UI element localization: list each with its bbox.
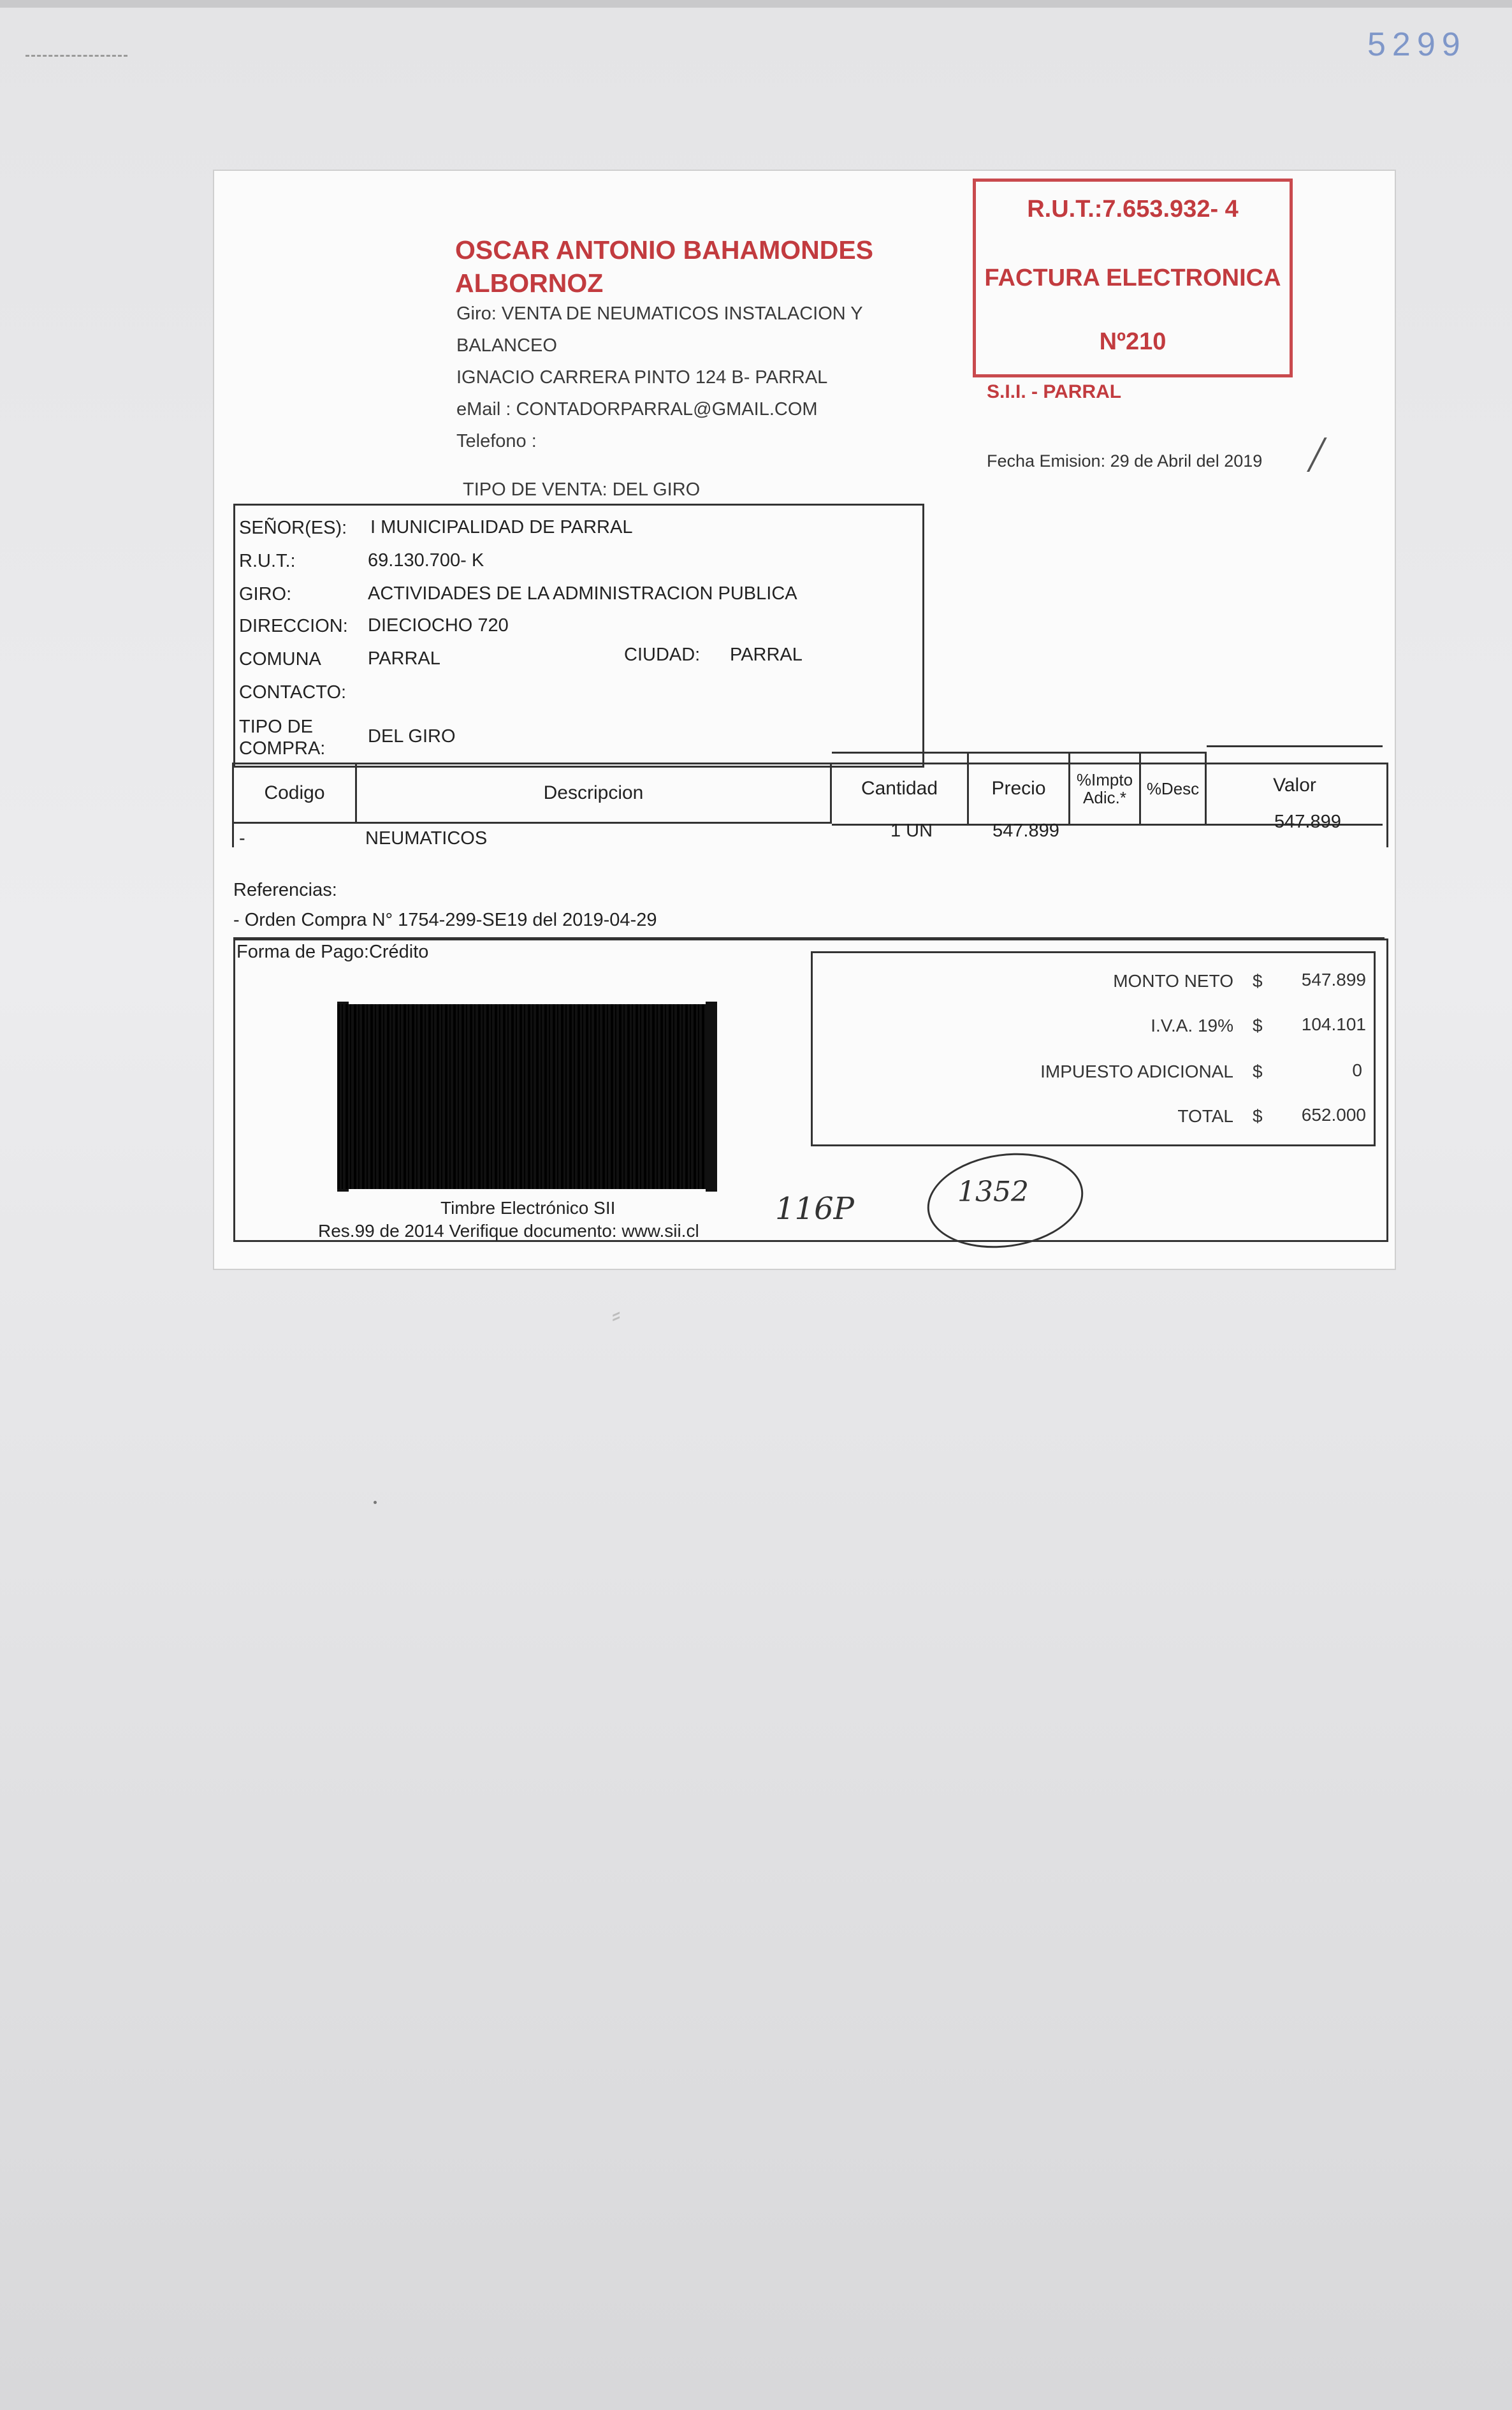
- total-label-iva: I.V.A. 19%: [1151, 1016, 1233, 1035]
- check-mark-icon: ╱: [1308, 438, 1326, 471]
- document-id-box: [973, 179, 1293, 377]
- label-tipo-compra-1: TIPO DE: [239, 717, 314, 737]
- client-direccion: DIECIOCHO 720: [368, 615, 509, 636]
- document-number: Nº210: [1099, 328, 1167, 355]
- client-box: [233, 504, 924, 768]
- col-precio: Precio: [969, 752, 1070, 826]
- total-currency-iva: $: [1253, 1016, 1263, 1035]
- issuer-phone: Telefono :: [456, 431, 537, 451]
- page-top-edge: [0, 0, 1512, 8]
- reference-line: - Orden Compra N° 1754-299-SE19 del 2019-04-29: [233, 904, 1385, 939]
- total-value-neto: 547.899: [1301, 970, 1366, 990]
- issuer-giro-line1: Giro: VENTA DE NEUMATICOS INSTALACION Y: [456, 303, 863, 324]
- total-value-total: 652.000: [1301, 1105, 1366, 1125]
- label-senores: SEÑOR(ES):: [239, 518, 347, 538]
- payment-method: Forma de Pago:Crédito: [236, 942, 429, 962]
- resolution-label: Res.99 de 2014 Verifique documento: www.sii.cl: [318, 1221, 699, 1241]
- item-descripcion: NEUMATICOS: [365, 828, 488, 849]
- col-cantidad: Cantidad: [832, 752, 969, 826]
- issuer-sale-type: TIPO DE VENTA: DEL GIRO: [463, 479, 701, 500]
- items-table: [232, 763, 1388, 847]
- col-descripcion: Descripcion: [357, 764, 832, 824]
- label-comuna: COMUNA: [239, 649, 321, 669]
- timbre-barcode: [337, 1004, 717, 1189]
- sii-office: S.I.I. - PARRAL: [987, 381, 1122, 402]
- total-currency-neto: $: [1253, 971, 1263, 991]
- col-desc: %Desc: [1141, 752, 1207, 826]
- label-direccion: DIRECCION:: [239, 616, 348, 636]
- barcode-edge-right: [706, 1002, 717, 1192]
- total-label-neto: MONTO NETO: [1113, 971, 1233, 991]
- pen-scribble: [25, 55, 127, 61]
- pencil-mark: ⸗: [612, 1301, 621, 1329]
- client-tipo-compra: DEL GIRO: [368, 726, 456, 747]
- document-rut: R.U.T.:7.653.932- 4: [1027, 196, 1239, 223]
- col-impto-line2: Adic.*: [1083, 788, 1126, 807]
- item-precio: 547.899: [992, 821, 1059, 841]
- label-contacto: CONTACTO:: [239, 682, 347, 703]
- col-codigo: Codigo: [234, 764, 357, 824]
- issuer-email: eMail : CONTADORPARRAL@GMAIL.COM: [456, 399, 818, 420]
- ink-dot: [374, 1501, 377, 1504]
- total-label-impuesto: IMPUESTO ADICIONAL: [1040, 1062, 1233, 1081]
- item-codigo: -: [239, 828, 245, 849]
- total-label-total: TOTAL: [1177, 1106, 1233, 1126]
- issuer-giro-line2: BALANCEO: [456, 335, 557, 356]
- label-giro: GIRO:: [239, 584, 292, 604]
- total-currency-total: $: [1253, 1106, 1263, 1126]
- item-cantidad: 1 UN: [890, 821, 933, 841]
- totals-box: [811, 951, 1376, 1146]
- total-value-impuesto: 0: [1352, 1060, 1362, 1080]
- client-name: I MUNICIPALIDAD DE PARRAL: [370, 517, 633, 537]
- issue-date: Fecha Emision: 29 de Abril del 2019: [987, 451, 1263, 471]
- item-valor: 547.899: [1274, 812, 1341, 832]
- label-tipo-compra-2: COMPRA:: [239, 738, 326, 759]
- col-impto: [1070, 752, 1141, 826]
- label-rut: R.U.T.:: [239, 551, 296, 571]
- label-ciudad: CIUDAD:: [624, 645, 701, 665]
- total-currency-impuesto: $: [1253, 1062, 1263, 1081]
- client-comuna: PARRAL: [368, 648, 440, 669]
- handwritten-note-1352: 1352: [957, 1176, 1029, 1208]
- client-ciudad: PARRAL: [730, 645, 803, 665]
- corner-stamp-number: 5299: [1367, 26, 1467, 63]
- references-label: Referencias:: [233, 880, 337, 900]
- col-impto-line1: %Impto: [1076, 770, 1133, 789]
- client-rut: 69.130.700- K: [368, 550, 484, 571]
- invoice-sheet: [213, 170, 1396, 1270]
- issuer-address: IGNACIO CARRERA PINTO 124 B- PARRAL: [456, 367, 828, 388]
- issuer-name: OSCAR ANTONIO BAHAMONDES ALBORNOZ: [455, 235, 874, 298]
- total-value-iva: 104.101: [1301, 1014, 1366, 1034]
- timbre-label: Timbre Electrónico SII: [440, 1198, 616, 1218]
- client-giro: ACTIVIDADES DE LA ADMINISTRACION PUBLICA: [368, 583, 797, 604]
- col-valor: Valor: [1207, 745, 1383, 826]
- document-type: FACTURA ELECTRONICA: [984, 265, 1281, 291]
- handwritten-note-116p: 116P: [775, 1191, 854, 1227]
